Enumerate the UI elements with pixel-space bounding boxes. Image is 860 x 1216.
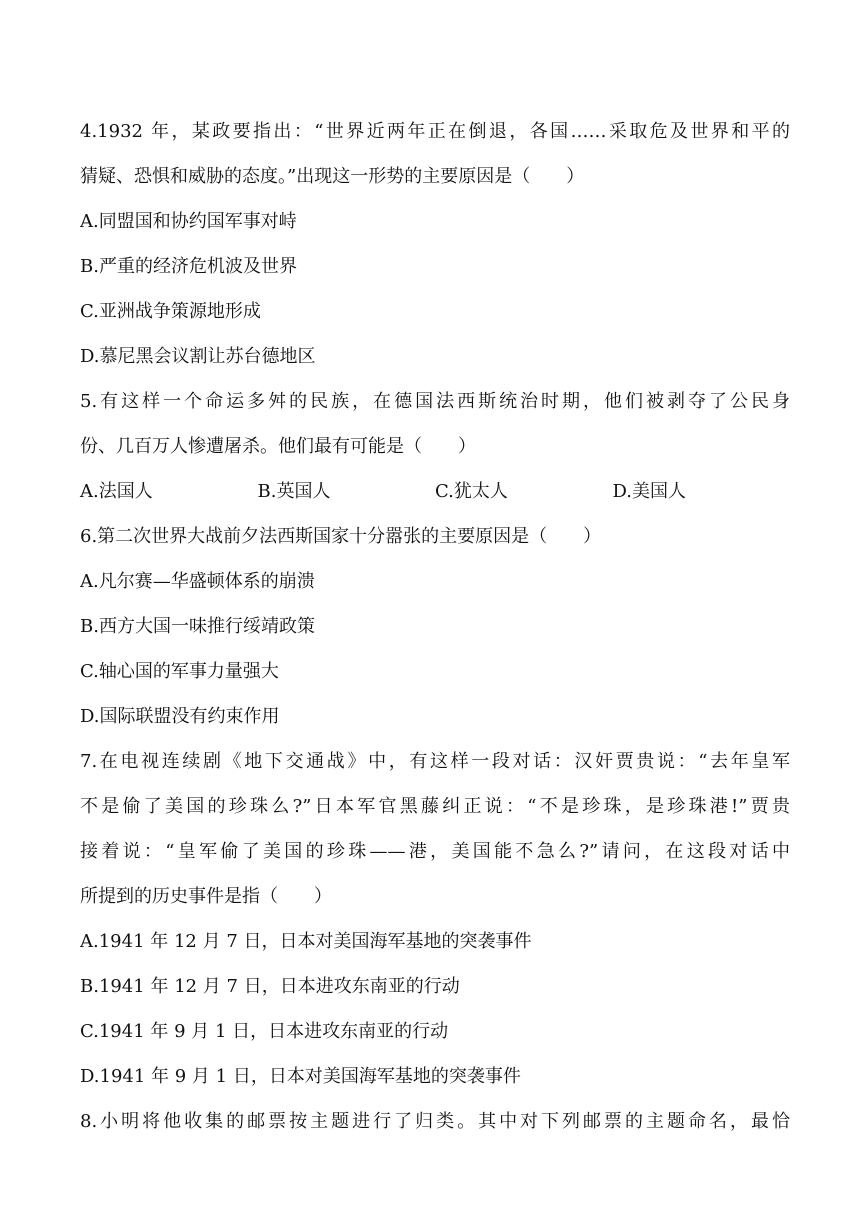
option-b: B.西方大国一味推行绥靖政策 [80, 616, 315, 637]
option-a: A.法国人 [80, 481, 153, 502]
option-d: D.国际联盟没有约束作用 [80, 706, 280, 727]
question-7 [80, 739, 790, 1099]
option-c: C.犹太人 [435, 481, 508, 502]
question-6 [80, 514, 790, 739]
question-stem-line: 份、几百万人惨遭屠杀。他们最有可能是（ ） [80, 436, 476, 457]
option-d: D.1941 年 9 月 1 日，日本对美国海军基地的突袭事件 [80, 1066, 521, 1087]
option-a: A.同盟国和协约国军事对峙 [80, 211, 297, 232]
option-a: A.凡尔赛—华盛顿体系的崩溃 [80, 571, 315, 592]
question-stem-line: 猜疑、恐惧和威胁的态度。”出现这一形势的主要原因是（ ） [80, 166, 585, 187]
option-b: B.英国人 [257, 481, 331, 502]
question-stem-line: 不是偷了美国的珍珠么?”日本军官黑藤纠正说：“不是珍珠，是珍珠港!”贾贵 [80, 796, 790, 817]
question-5 [80, 379, 790, 514]
option-d: D.慕尼黑会议割让苏台德地区 [80, 346, 316, 367]
question-stem-line: 5.有这样一个命运多舛的民族，在德国法西斯统治时期，他们被剥夺了公民身 [80, 391, 790, 412]
question-stem-line: 7.在电视连续剧《地下交通战》中，有这样一段对话：汉奸贾贵说：“去年皇军 [80, 751, 790, 772]
question-8 [80, 1099, 790, 1144]
option-b: B.1941 年 12 月 7 日，日本进攻东南亚的行动 [80, 976, 460, 997]
question-stem-line: 4.1932 年，某政要指出：“世界近两年正在倒退，各国……采取危及世界和平的 [80, 121, 790, 142]
option-a: A.1941 年 12 月 7 日，日本对美国海军基地的突袭事件 [80, 931, 532, 952]
option-b: B.严重的经济危机波及世界 [80, 256, 297, 277]
question-4 [80, 109, 790, 379]
option-c: C.1941 年 9 月 1 日，日本进攻东南亚的行动 [80, 1021, 449, 1042]
option-c: C.亚洲战争策源地形成 [80, 301, 261, 322]
option-c: C.轴心国的军事力量强大 [80, 661, 279, 682]
option-d: D.美国人 [612, 481, 687, 502]
options-row [80, 469, 790, 514]
question-stem-line: 接着说：“皇军偷了美国的珍珠——港，美国能不急么?”请问，在这段对话中 [80, 841, 790, 862]
question-stem-line: 6.第二次世界大战前夕法西斯国家十分嚣张的主要原因是（ ） [80, 526, 602, 547]
question-stem-line: 8.小明将他收集的邮票按主题进行了归类。其中对下列邮票的主题命名，最恰 [80, 1111, 790, 1132]
question-stem-line: 所提到的历史事件是指（ ） [80, 886, 332, 907]
